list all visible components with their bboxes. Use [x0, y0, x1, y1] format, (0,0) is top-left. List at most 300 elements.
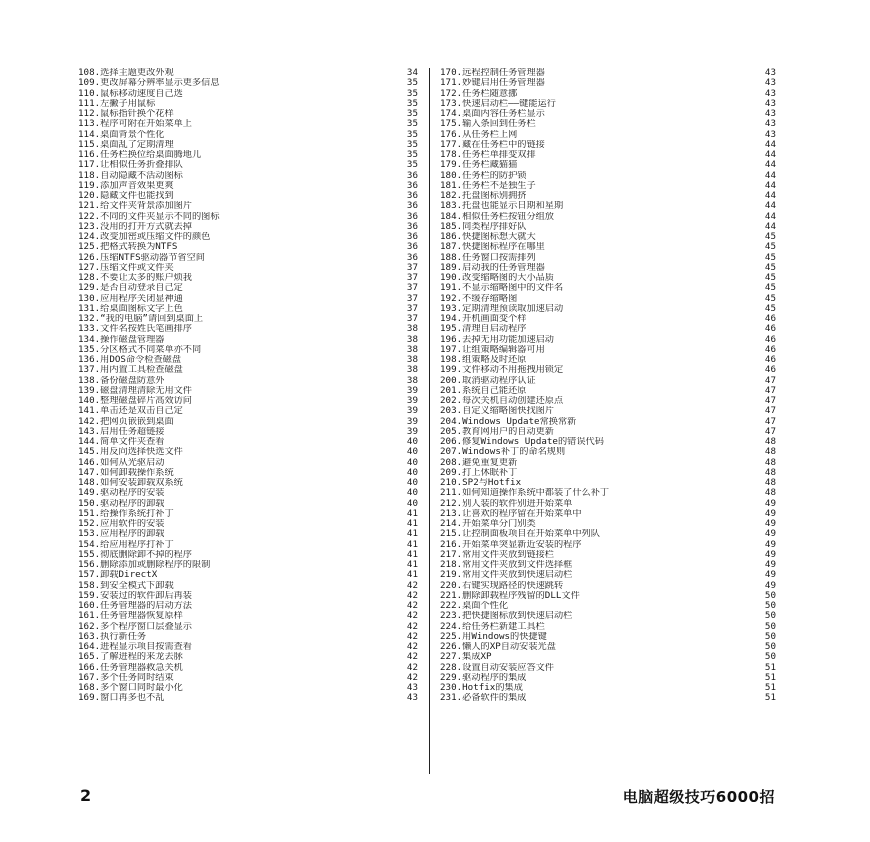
toc-entry-title: 177.藏在任务栏中的链接 [440, 139, 545, 150]
toc-entry [78, 283, 418, 293]
toc-entry [78, 540, 418, 550]
toc-entry-title: 165.了解进程的来龙去脉 [78, 652, 183, 663]
toc-entry-title: 120.隐藏文件也能找到 [78, 191, 174, 201]
toc-entry-title: 163.执行新任务 [78, 631, 147, 642]
toc-entry-title: 198.组策略及时还原 [440, 355, 527, 365]
toc-entry-title: 179.任务栏藏猫猫 [440, 160, 518, 171]
toc-entry-page: 37 [406, 272, 418, 283]
toc-entry-page: 37 [406, 292, 418, 304]
toc-entry-title: 142.把网页嵌嵌到桌面 [78, 416, 174, 427]
toc-entry [78, 140, 418, 150]
toc-entry-title: 158.到安全模式下卸载 [78, 580, 174, 591]
toc-entry [440, 550, 776, 560]
toc-entry [78, 130, 418, 140]
toc-entry [440, 427, 776, 437]
toc-entry [78, 232, 418, 242]
toc-entry-page: 42 [406, 630, 418, 642]
toc-entry [78, 447, 418, 457]
toc-entry-page: 44 [764, 190, 776, 201]
toc-entry [440, 447, 776, 457]
toc-entry [440, 478, 776, 488]
toc-entry-page: 38 [406, 343, 418, 355]
toc-entry-title: 136.用DOS命令检查磁盘 [78, 355, 182, 365]
toc-entry [78, 622, 418, 632]
toc-entry [440, 273, 776, 283]
toc-entry-page: 41 [406, 528, 418, 540]
toc-entry-title: 214.开始菜单分门别类 [440, 519, 536, 529]
toc-entry [78, 376, 418, 386]
toc-entry-page: 51 [764, 692, 776, 704]
toc-entry-title: 209.打上休眠补丁 [440, 467, 518, 478]
toc-entry-page: 48 [764, 436, 776, 447]
toc-entry-title: 135.分区格式不同菜单亦不同 [78, 344, 202, 355]
toc-entry-page: 36 [406, 190, 418, 201]
toc-entry-title: 205.教育网用户的自动更新 [440, 426, 554, 437]
toc-entry [78, 673, 418, 683]
toc-entry-title: 159.安装过的软件卸后再装 [78, 590, 192, 601]
toc-entry-page: 46 [764, 323, 776, 335]
toc-entry-page: 42 [406, 589, 418, 601]
toc-entry-title: 166.任务管理器救急关机 [78, 662, 183, 673]
toc-entry [440, 119, 776, 129]
toc-entry [440, 693, 776, 703]
toc-entry-page: 46 [764, 354, 776, 365]
toc-entry-title: 210.SP2与Hotfix [440, 478, 522, 488]
toc-entry-title: 221.删除卸载程序残留的DLL文件 [440, 590, 580, 601]
toc-entry [440, 242, 776, 252]
toc-entry-page: 42 [406, 671, 418, 683]
toc-entry-title: 172.任务栏随意挪 [440, 88, 518, 99]
toc-entry-title: 222.桌面个性化 [440, 601, 509, 611]
toc-entry [78, 109, 418, 119]
toc-entry-title: 115.桌面乱了定期清理 [78, 139, 174, 150]
toc-entry-page: 36 [406, 251, 418, 263]
toc-entry [78, 386, 418, 396]
toc-entry-page: 36 [406, 231, 418, 242]
toc-entry [78, 642, 418, 652]
toc-entry-page: 40 [406, 477, 418, 488]
toc-entry-title: 229.驱动程序的集成 [440, 672, 527, 683]
toc-entry-title: 194.开机画面变个样 [440, 314, 527, 324]
toc-entry-page: 44 [764, 149, 776, 160]
toc-entry-title: 148.如何安装卸载双系统 [78, 478, 183, 488]
toc-entry [78, 324, 418, 334]
toc-entry-page: 41 [406, 559, 418, 570]
toc-entry-page: 50 [764, 651, 776, 663]
toc-entry [78, 222, 418, 232]
toc-entry [440, 437, 776, 447]
toc-entry-title: 174.桌面内容任务栏显示 [440, 109, 545, 119]
toc-entry-title: 137.用内置工具检查磁盘 [78, 365, 183, 376]
toc-entry-page: 50 [764, 610, 776, 622]
toc-entry-page: 35 [406, 159, 418, 171]
toc-entry-page: 44 [764, 179, 776, 191]
toc-entry-title: 145.用反向选择快选文件 [78, 447, 183, 458]
toc-entry-title: 181.任务栏不是独生子 [440, 180, 536, 191]
toc-entry-title: 160.任务管理器的启动方法 [78, 601, 192, 611]
toc-entry [440, 263, 776, 273]
toc-entry [78, 693, 418, 703]
toc-entry-page: 42 [406, 620, 418, 632]
toc-entry-page: 46 [764, 333, 776, 345]
toc-entry-page: 36 [406, 241, 418, 253]
toc-entry [440, 232, 776, 242]
toc-entry-page: 47 [764, 384, 776, 396]
toc-entry-page: 49 [764, 538, 776, 550]
toc-entry-title: 129.是否自动登录自己定 [78, 283, 183, 294]
toc-entry-page: 49 [764, 548, 776, 560]
toc-entry-title: 113.程序可附在开始菜单上 [78, 119, 192, 130]
toc-entry-title: 132.“我的电脑”请回到桌面上 [78, 314, 204, 324]
toc-entry [440, 417, 776, 427]
toc-entry-title: 188.任务窗口按需排列 [440, 252, 536, 263]
toc-entry [440, 468, 776, 478]
toc-entry-title: 193.定期清理预读取加速启动 [440, 303, 564, 314]
toc-entry-page: 49 [764, 497, 776, 509]
toc-entry [78, 427, 418, 437]
toc-entry [440, 109, 776, 119]
toc-entry-page: 38 [406, 354, 418, 365]
toc-entry [78, 591, 418, 601]
toc-column-left [78, 68, 418, 704]
toc-entry [440, 376, 776, 386]
toc-entry-title: 220.右键实现路径的快速跳转 [440, 580, 564, 591]
toc-entry-title: 190.改变缩略图的大小品质 [440, 273, 554, 283]
toc-entry [78, 304, 418, 314]
toc-entry [440, 222, 776, 232]
toc-entry-page: 44 [764, 220, 776, 232]
toc-entry-title: 110.鼠标移动速度自己选 [78, 88, 183, 99]
toc-entry [78, 601, 418, 611]
toc-entry-page: 46 [764, 364, 776, 376]
toc-entry-page: 49 [764, 569, 776, 581]
toc-entry [440, 345, 776, 355]
toc-entry [440, 78, 776, 88]
toc-entry [440, 540, 776, 550]
toc-entry [440, 519, 776, 529]
toc-entry [440, 171, 776, 181]
toc-entry [440, 181, 776, 191]
toc-entry-page: 48 [764, 456, 776, 468]
toc-entry-page: 51 [764, 671, 776, 683]
toc-entry [440, 160, 776, 170]
toc-entry [78, 335, 418, 345]
toc-entry-title: 182.托盘图标别拥挤 [440, 191, 527, 201]
toc-entry [78, 181, 418, 191]
toc-entry [78, 396, 418, 406]
toc-entry-title: 117.让相似任务折叠排队 [78, 160, 183, 171]
toc-entry [78, 253, 418, 263]
toc-entry-title: 231.必备软件的集成 [440, 693, 527, 704]
toc-entry [440, 611, 776, 621]
toc-entry [440, 683, 776, 693]
toc-entry-page: 47 [764, 415, 776, 427]
toc-entry-page: 45 [764, 302, 776, 314]
toc-entry-page: 45 [764, 282, 776, 294]
toc-entry [440, 140, 776, 150]
toc-entry-page: 37 [406, 313, 418, 324]
toc-entry-page: 39 [406, 395, 418, 406]
toc-entry [78, 191, 418, 201]
toc-entry [440, 458, 776, 468]
toc-entry [78, 458, 418, 468]
toc-entry-page: 43 [764, 118, 776, 130]
toc-entry-title: 162.多个程序窗口层叠显示 [78, 621, 192, 632]
toc-entry-title: 138.备份磁盘防意外 [78, 375, 165, 386]
toc-entry-page: 49 [764, 528, 776, 540]
toc-entry [440, 365, 776, 375]
toc-entry-page: 41 [406, 548, 418, 560]
toc-entry-page: 49 [764, 507, 776, 519]
toc-entry [78, 68, 418, 78]
toc-entry [440, 591, 776, 601]
toc-entry-title: 112.鼠标指针换个花样 [78, 109, 174, 119]
toc-entry [78, 519, 418, 529]
toc-entry-title: 217.常用文件夹放到链接栏 [440, 549, 554, 560]
toc-entry [78, 89, 418, 99]
toc-entry-page: 44 [764, 210, 776, 222]
toc-entry-title: 201.系统自己能还原 [440, 385, 527, 396]
toc-entry-title: 199.文件移动不用拖拽用锁定 [440, 365, 564, 376]
toc-entry-title: 143.启用任务超链接 [78, 426, 165, 437]
toc-entry [78, 560, 418, 570]
toc-entry-page: 49 [764, 559, 776, 570]
toc-entry-title: 167.多个任务同时结束 [78, 672, 174, 683]
toc-entry [440, 560, 776, 570]
toc-entry-page: 50 [764, 630, 776, 642]
toc-entry [440, 632, 776, 642]
toc-entry-page: 35 [406, 149, 418, 160]
toc-entry [440, 652, 776, 662]
toc-entry-title: 206.修复Windows Update的错误代码 [440, 437, 604, 447]
toc-entry-title: 225.用Windows的快捷键 [440, 631, 547, 642]
toc-entry [78, 611, 418, 621]
toc-entry-page: 45 [764, 261, 776, 273]
toc-entry [440, 488, 776, 498]
toc-entry-page: 43 [764, 67, 776, 78]
toc-entry-page: 43 [764, 128, 776, 140]
toc-entry-page: 42 [406, 641, 418, 652]
toc-entry-title: 154.给应用程序打补丁 [78, 539, 174, 550]
toc-entry [78, 273, 418, 283]
toc-entry-title: 189.启动我的任务管理器 [440, 262, 545, 273]
toc-entry-title: 122.不同的文件夹显示不同的图标 [78, 211, 220, 222]
toc-entry-page: 35 [406, 118, 418, 130]
toc-entry-page: 48 [764, 477, 776, 488]
toc-entry-title: 178.任务栏单排变双排 [440, 150, 536, 160]
toc-entry-page: 41 [406, 569, 418, 581]
toc-entry-page: 34 [406, 67, 418, 78]
toc-entry-page: 43 [764, 87, 776, 99]
toc-entry [78, 581, 418, 591]
toc-entry-title: 185.同类程序排好队 [440, 221, 527, 232]
toc-entry-page: 51 [764, 661, 776, 673]
toc-entry-title: 230.Hotfix的集成 [440, 683, 523, 693]
toc-entry-title: 161.任务管理器恢复原样 [78, 611, 183, 622]
book-title: 电脑超级技巧6000招 [622, 788, 775, 806]
toc-entry [440, 253, 776, 263]
toc-entry-title: 140.整理磁盘碎片高效访问 [78, 396, 192, 406]
toc-entry [440, 324, 776, 334]
toc-entry-page: 37 [406, 282, 418, 294]
toc-entry-page: 44 [764, 200, 776, 212]
toc-entry-title: 183.托盘也能显示日期和星期 [440, 201, 564, 212]
toc-entry-title: 175.输入条回到任务栏 [440, 119, 536, 130]
toc-entry-page: 44 [764, 159, 776, 171]
toc-entry [78, 160, 418, 170]
toc-entry [78, 345, 418, 355]
toc-entry-page: 46 [764, 343, 776, 355]
toc-entry [78, 171, 418, 181]
toc-entry [78, 150, 418, 160]
toc-entry [78, 499, 418, 509]
toc-entry-page: 37 [406, 261, 418, 273]
toc-entry-page: 45 [764, 231, 776, 242]
toc-entry-title: 218.常用文件夹放到文件选择框 [440, 560, 573, 570]
toc-entry-title: 211.如何知道操作系统中都装了什么补丁 [440, 488, 610, 499]
toc-entry-page: 43 [764, 77, 776, 89]
toc-entry-title: 131.给桌面图标文字上色 [78, 303, 183, 314]
toc-entry-page: 35 [406, 108, 418, 119]
toc-entry-page: 40 [406, 436, 418, 447]
toc-entry-page: 45 [764, 292, 776, 304]
toc-entry [440, 396, 776, 406]
toc-entry-title: 133.文件名按姓氏笔画排序 [78, 324, 192, 335]
toc-entry [440, 355, 776, 365]
toc-entry-page: 50 [764, 620, 776, 632]
toc-entry-page: 43 [406, 682, 418, 693]
toc-entry-page: 35 [406, 97, 418, 109]
toc-entry-title: 147.如何卸载操作系统 [78, 467, 174, 478]
toc-entry [440, 191, 776, 201]
toc-entry-page: 44 [764, 138, 776, 150]
toc-entry-title: 213.让喜欢的程序留在开始菜单中 [440, 508, 582, 519]
toc-entry [78, 509, 418, 519]
toc-entry-page: 40 [406, 446, 418, 458]
toc-entry-page: 38 [406, 333, 418, 345]
toc-entry-title: 118.自动隐藏不活动图标 [78, 170, 183, 181]
toc-entry [440, 642, 776, 652]
toc-entry-page: 35 [406, 87, 418, 99]
toc-entry [78, 529, 418, 539]
toc-entry-title: 219.常用文件夹放到快速启动栏 [440, 570, 573, 581]
toc-entry [440, 509, 776, 519]
toc-entry-page: 50 [764, 589, 776, 601]
toc-entry-title: 127.压缩文件或文件夹 [78, 262, 174, 273]
toc-entry-title: 223.把快捷图标放到快速启动栏 [440, 611, 573, 622]
toc-entry-title: 134.操作磁盘管理器 [78, 334, 165, 345]
toc-entry-title: 187.快捷图标程序在哪里 [440, 242, 545, 253]
toc-entry-title: 216.开始菜单突显新近安装的程序 [440, 539, 582, 550]
toc-entry [78, 550, 418, 560]
toc-entry-title: 170.远程控制任务管理器 [440, 68, 545, 78]
toc-entry [78, 417, 418, 427]
toc-entry-title: 155.彻底删除卸不掉的程序 [78, 549, 192, 560]
toc-entry [78, 314, 418, 324]
toc-entry-page: 46 [764, 313, 776, 324]
toc-entry [78, 663, 418, 673]
toc-entry-page: 47 [764, 405, 776, 417]
toc-entry [78, 201, 418, 211]
toc-entry-page: 36 [406, 220, 418, 232]
toc-entry-page: 49 [764, 518, 776, 529]
toc-entry [440, 150, 776, 160]
toc-entry-page: 41 [406, 518, 418, 529]
toc-entry-title: 200.取消驱动程序认证 [440, 375, 536, 386]
toc-entry-title: 114.桌面背景个性化 [78, 129, 165, 140]
toc-entry-page: 41 [406, 538, 418, 550]
toc-entry-title: 224.给任务栏新建工具栏 [440, 621, 545, 632]
toc-entry-page: 43 [764, 108, 776, 119]
toc-entry [440, 283, 776, 293]
toc-entry [78, 437, 418, 447]
toc-entry-title: 164.进程显示项目按需查看 [78, 642, 192, 652]
toc-entry [78, 683, 418, 693]
toc-entry [440, 99, 776, 109]
toc-entry-title: 157.卸载DirectX [78, 570, 158, 581]
toc-entry-title: 109.更改屏幕分辨率显示更多信息 [78, 78, 220, 89]
toc-entry-title: 156.删除添加或删除程序的限制 [78, 560, 211, 570]
toc-entry [78, 212, 418, 222]
toc-entry-page: 49 [764, 579, 776, 591]
toc-entry-title: 108.选择主题更改外观 [78, 68, 174, 78]
toc-entry-title: 212.别人装的软件别进开始菜单 [440, 498, 573, 509]
toc-entry-title: 150.驱动程序的卸载 [78, 498, 165, 509]
toc-entry-page: 42 [406, 661, 418, 673]
toc-entry-title: 228.设置自动安装应答文件 [440, 662, 554, 673]
toc-entry-title: 153.应用程序的卸载 [78, 529, 165, 540]
toc-entry-title: 197.让组策略编辑器可用 [440, 344, 545, 355]
toc-entry [440, 130, 776, 140]
toc-entry-title: 180.任务栏的防护锁 [440, 170, 527, 181]
toc-entry-page: 38 [406, 374, 418, 386]
toc-entry-page: 37 [406, 302, 418, 314]
toc-entry-page: 36 [406, 210, 418, 222]
toc-entry-title: 191.不显示缩略图中的文件名 [440, 283, 564, 294]
toc-entry [440, 622, 776, 632]
toc-entry-title: 215.让控制面板项目在开始菜单中列队 [440, 529, 600, 540]
toc-entry-title: 123.没用的打开方式就去掉 [78, 221, 192, 232]
toc-entry [440, 294, 776, 304]
toc-entry [78, 78, 418, 88]
toc-entry [440, 601, 776, 611]
toc-entry-title: 207.Windows补丁的命名规则 [440, 447, 566, 458]
toc-entry [440, 581, 776, 591]
toc-entry-title: 202.每次关机自动创建还原点 [440, 396, 564, 406]
toc-entry-page: 36 [406, 179, 418, 191]
toc-entry-page: 48 [764, 487, 776, 499]
toc-entry-page: 42 [406, 600, 418, 611]
toc-entry-page: 39 [406, 415, 418, 427]
toc-entry-title: 116.任务栏换位给桌面腾地儿 [78, 150, 202, 160]
toc-entry [78, 294, 418, 304]
toc-entry [440, 570, 776, 580]
toc-entry-page: 40 [406, 456, 418, 468]
toc-entry-title: 186.快捷图标想大就大 [440, 232, 536, 242]
toc-entry-title: 128.不要让太多的账户烦我 [78, 273, 192, 283]
toc-entry [440, 406, 776, 416]
toc-entry [78, 632, 418, 642]
toc-entry [440, 663, 776, 673]
toc-entry-title: 111.左撇子用鼠标 [78, 98, 156, 109]
toc-entry [78, 468, 418, 478]
toc-entry-page: 41 [406, 507, 418, 519]
toc-entry-title: 184.相似任务栏按钮分组放 [440, 211, 554, 222]
toc-entry-title: 195.清理自启动程序 [440, 324, 527, 335]
toc-entry [440, 673, 776, 683]
toc-entry-page: 36 [406, 169, 418, 181]
toc-entry-page: 45 [764, 241, 776, 253]
